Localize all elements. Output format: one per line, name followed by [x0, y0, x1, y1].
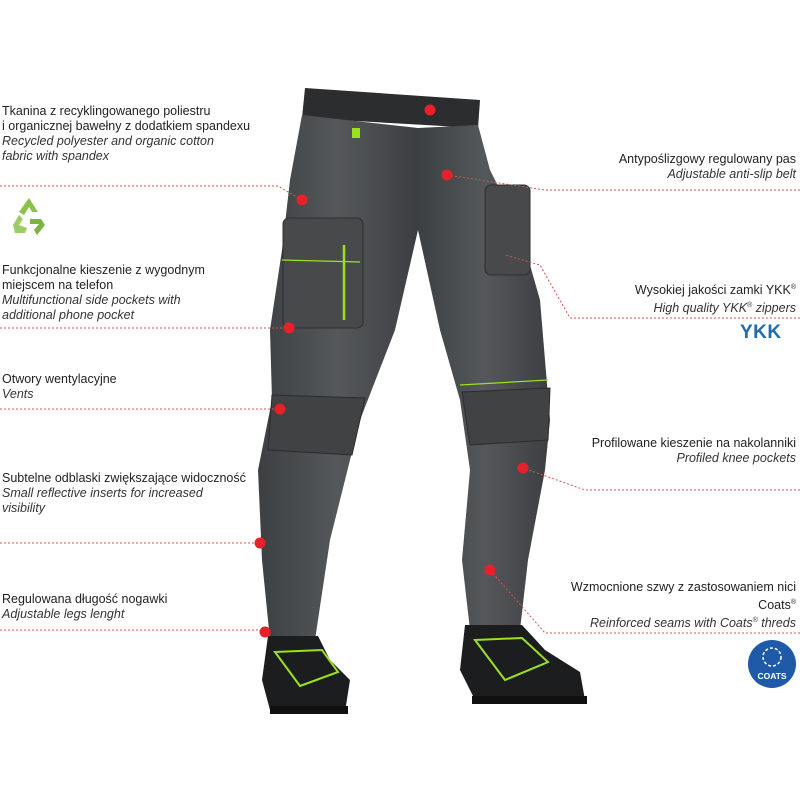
- coats-chain-icon: [748, 640, 796, 670]
- label-belt-pl: Antypoślizgowy regulowany pas: [618, 152, 796, 166]
- label-reflective-pl: Subtelne odblaski zwiększające widoczność: [2, 471, 246, 485]
- label-fabric: [2, 104, 250, 164]
- label-length-pl: Regulowana długość nogawki: [2, 592, 168, 606]
- label-knee-en: Profiled knee pockets: [676, 451, 796, 465]
- recycle-icon: [8, 195, 50, 237]
- label-seams-pl2: Coats®: [758, 598, 796, 613]
- ykk-logo: YKK: [740, 322, 782, 343]
- label-seams-en: Reinforced seams with Coats® threds: [590, 616, 796, 631]
- label-pockets-pl: Funkcjonalne kieszenie z wygodnym: [2, 263, 205, 277]
- label-vents-pl: Otwory wentylacyjne: [2, 372, 117, 386]
- label-belt: [619, 152, 796, 182]
- label-fabric-pl2: i organicznej bawełny z dodatkiem spandexu: [2, 119, 251, 133]
- label-pockets-en2: additional phone pocket: [2, 308, 135, 322]
- dot-reflective: [255, 538, 266, 549]
- dot-vents: [275, 404, 286, 415]
- label-zippers-pl: Wysokiej jakości zamki YKK®: [634, 283, 796, 298]
- label-pockets-pl2: miejscem na telefon: [2, 278, 114, 292]
- dot-pockets: [284, 323, 295, 334]
- dot-belt-top: [425, 105, 436, 116]
- label-reflective-en2: visibility: [2, 501, 46, 515]
- coats-logo-text: COATS: [757, 671, 787, 681]
- label-length: [2, 592, 167, 622]
- dot-fabric: [297, 195, 308, 206]
- label-reflective-en: Small reflective inserts for increased: [2, 486, 203, 500]
- label-seams: [571, 580, 796, 631]
- label-belt-en: Adjustable anti-slip belt: [667, 167, 796, 181]
- label-length-en: Adjustable legs lenght: [2, 607, 125, 621]
- label-vents-en: Vents: [2, 387, 34, 401]
- label-pockets-en: Multifunctional side pockets with: [2, 293, 181, 307]
- label-seams-pl: Wzmocnione szwy z zastosowaniem nici: [570, 580, 796, 594]
- dot-seams: [485, 565, 496, 576]
- dot-length: [260, 627, 271, 638]
- label-knee-pl: Profilowane kieszenie na nakolanniki: [591, 436, 796, 450]
- dot-belt: [442, 170, 453, 181]
- label-zippers-en: High quality YKK® zippers: [653, 301, 796, 316]
- dot-knee: [518, 463, 529, 474]
- label-zippers: [635, 280, 796, 316]
- coats-logo: [748, 640, 796, 688]
- label-fabric-pl: Tkanina z recyklingowanego poliestru: [2, 104, 211, 118]
- label-fabric-en2: fabric with spandex: [2, 149, 110, 163]
- label-knee: [592, 436, 796, 466]
- label-vents: [2, 372, 117, 402]
- label-reflective: [2, 471, 246, 516]
- label-fabric-en: Recycled polyester and organic cotton: [2, 134, 214, 148]
- label-pockets: [2, 263, 205, 323]
